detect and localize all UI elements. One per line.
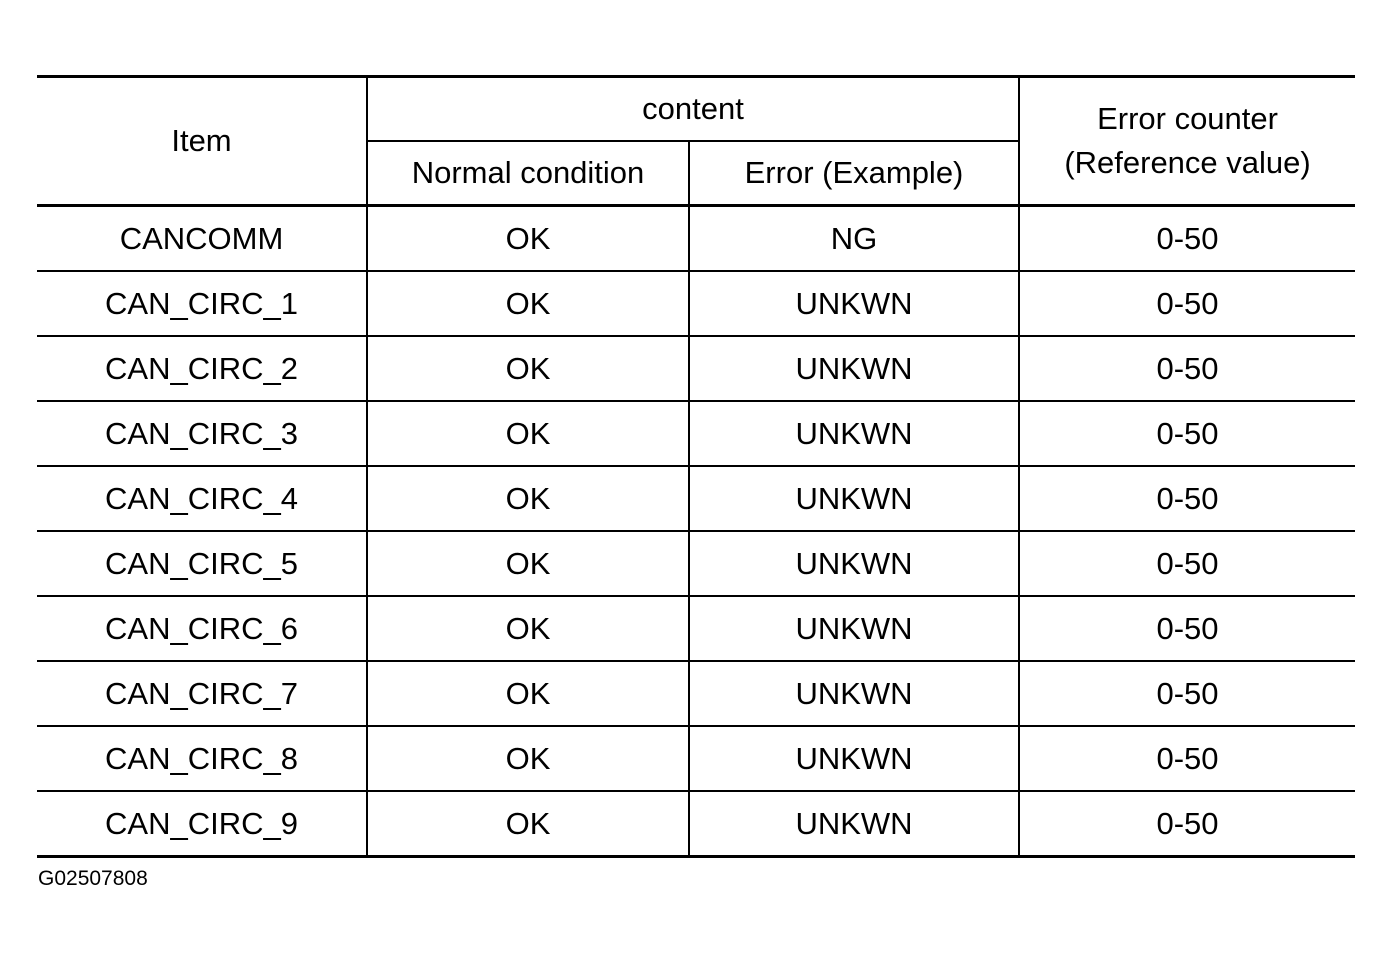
table-row [37, 271, 1355, 336]
cell-error: UNKWN [689, 466, 1019, 531]
cell-counter: 0-50 [1019, 531, 1355, 596]
figure-id: G02507808 [38, 867, 148, 890]
cell-item: CAN_CIRC_2 [37, 336, 367, 401]
table-header [37, 77, 1355, 206]
cell-normal: OK [367, 791, 689, 857]
cell-normal: OK [367, 726, 689, 791]
cell-error: UNKWN [689, 336, 1019, 401]
cell-normal: OK [367, 271, 689, 336]
cell-item: CANCOMM [37, 206, 367, 272]
cell-item: CAN_CIRC_5 [37, 531, 367, 596]
cell-error: UNKWN [689, 661, 1019, 726]
cell-item: CAN_CIRC_3 [37, 401, 367, 466]
cell-normal: OK [367, 401, 689, 466]
table-row [37, 206, 1355, 272]
cell-normal: OK [367, 596, 689, 661]
cell-error: UNKWN [689, 531, 1019, 596]
table-row [37, 726, 1355, 791]
cell-counter: 0-50 [1019, 401, 1355, 466]
table-body [37, 206, 1355, 857]
cell-error: UNKWN [689, 791, 1019, 857]
cell-counter: 0-50 [1019, 271, 1355, 336]
cell-normal: OK [367, 206, 689, 272]
header-error-counter-line2: (Reference value) [1064, 145, 1311, 180]
can-status-table-container [37, 75, 1355, 858]
table-row [37, 531, 1355, 596]
header-row-1 [37, 77, 1355, 142]
header-content: content [367, 77, 1019, 142]
cell-counter: 0-50 [1019, 596, 1355, 661]
table-row [37, 596, 1355, 661]
cell-error: UNKWN [689, 401, 1019, 466]
cell-error: UNKWN [689, 596, 1019, 661]
cell-counter: 0-50 [1019, 661, 1355, 726]
table-row [37, 661, 1355, 726]
cell-counter: 0-50 [1019, 206, 1355, 272]
cell-normal: OK [367, 661, 689, 726]
cell-counter: 0-50 [1019, 726, 1355, 791]
cell-error: NG [689, 206, 1019, 272]
header-item: Item [37, 77, 367, 206]
cell-item: CAN_CIRC_4 [37, 466, 367, 531]
table-row [37, 791, 1355, 857]
cell-counter: 0-50 [1019, 466, 1355, 531]
cell-item: CAN_CIRC_1 [37, 271, 367, 336]
table-row [37, 336, 1355, 401]
header-error-counter [1019, 77, 1355, 206]
table-row [37, 466, 1355, 531]
can-status-table [37, 75, 1355, 858]
header-normal-condition: Normal condition [367, 141, 689, 206]
cell-counter: 0-50 [1019, 336, 1355, 401]
table-row [37, 401, 1355, 466]
cell-error: UNKWN [689, 271, 1019, 336]
cell-error: UNKWN [689, 726, 1019, 791]
header-error-counter-line1: Error counter [1097, 101, 1278, 136]
cell-item: CAN_CIRC_6 [37, 596, 367, 661]
cell-item: CAN_CIRC_9 [37, 791, 367, 857]
cell-item: CAN_CIRC_7 [37, 661, 367, 726]
cell-normal: OK [367, 336, 689, 401]
cell-item: CAN_CIRC_8 [37, 726, 367, 791]
cell-normal: OK [367, 466, 689, 531]
cell-counter: 0-50 [1019, 791, 1355, 857]
cell-normal: OK [367, 531, 689, 596]
header-error-example: Error (Example) [689, 141, 1019, 206]
